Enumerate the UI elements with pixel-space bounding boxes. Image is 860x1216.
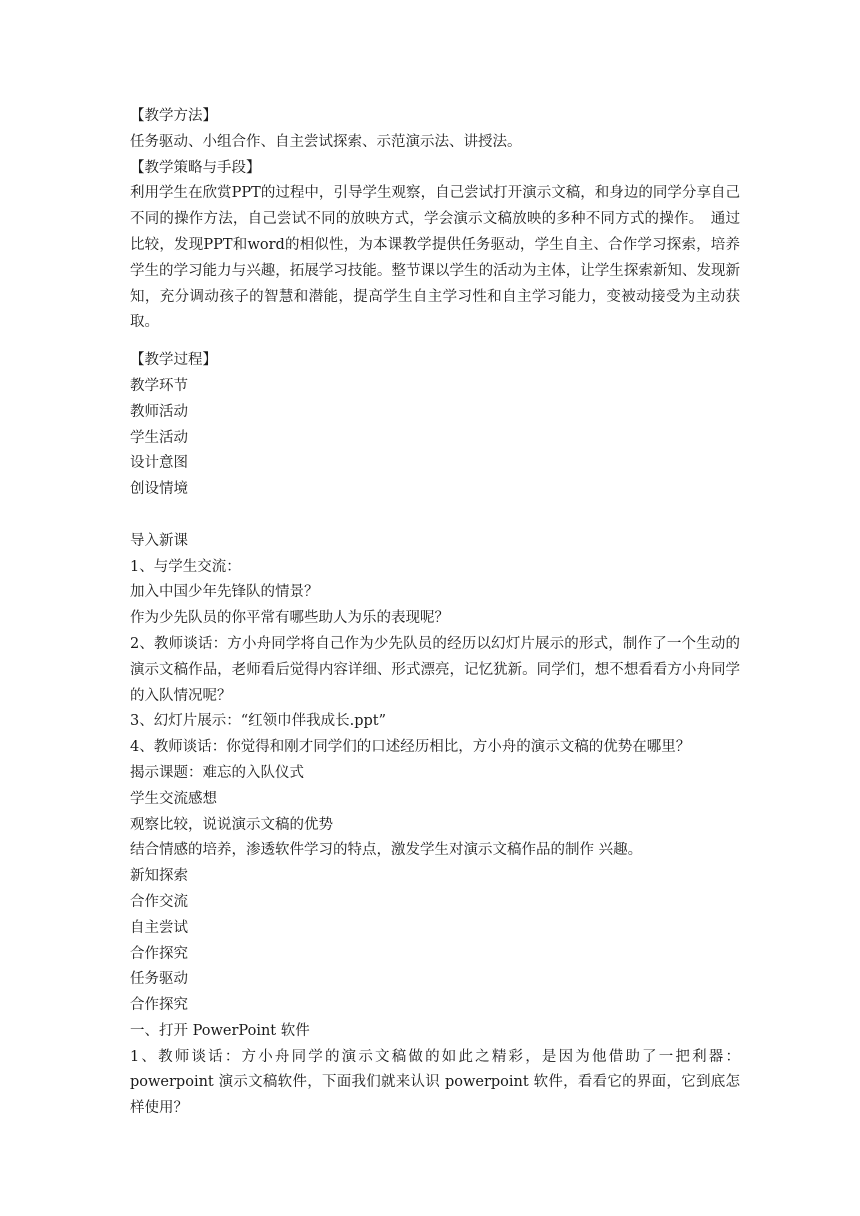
text-line: 学生交流感想 xyxy=(130,790,217,807)
strategy-text: 利用学生在欣赏PPT的过程中，引导学生观察，自己尝试打开演示文稿，和身边的同学分享自己不同的操作方法，自己尝试不同的放映方式，学会演示文稿放映的多种不同方式的操作。 通过比较，发现PPT和word的相似性，为本课教学提供任务驱动，学生自主、合作学习探索，培养学生的学习能力与兴趣，拓展学习技能。整节课以学生的活动为主体，让学生探索新知、发现新知，充分调动孩子的智慧和潜能，提高学生自主学习性和自主学习能力，变被动接受为主动获取。 xyxy=(130,185,740,331)
teacher-talk-2: 2、教师谈话：方小舟同学将自己作为少先队员的经历以幻灯片展示的形式，制作了一个生动的演示文稿作品，老师看后觉得内容详细、形式漂亮，记忆犹新。同学们，想不想看看方小舟同学的入队情况呢？ xyxy=(130,635,740,704)
text-line: 任务驱动 xyxy=(130,971,188,988)
text-line: 合作探究 xyxy=(130,997,188,1014)
document-body xyxy=(130,104,740,1122)
column-teacher: 教师活动 xyxy=(130,403,188,420)
text-line: 加入中国少年先锋队的情景？ xyxy=(130,584,319,601)
text-line: 结合情感的培养，渗透软件学习的特点，激发学生对演示文稿作品的制作 兴趣。 xyxy=(130,842,643,859)
process-heading: 【教学过程】 xyxy=(130,352,217,369)
strategy-heading: 【教学策略与手段】 xyxy=(130,159,261,176)
methods-heading: 【教学方法】 xyxy=(130,108,217,124)
text-line: 合作探究 xyxy=(130,945,188,962)
text-line: 新知探索 xyxy=(130,868,188,885)
text-line: 观察比较，说说演示文稿的优势 xyxy=(130,816,333,833)
text-line: 合作交流 xyxy=(130,893,188,910)
teacher-talk-final: 1、教师谈话：方小舟同学的演示文稿做的如此之精彩，是因为他借助了一把利器：powerpoint 演示文稿软件，下面我们就来认识 powerpoint 软件，看看它的界面，它到底怎样使用？ xyxy=(130,1048,740,1117)
text-line: 揭示课题：难忘的入队仪式 xyxy=(130,764,304,781)
text-line: 作为少先队员的你平常有哪些助人为乐的表现呢？ xyxy=(130,610,449,627)
column-intent: 设计意图 xyxy=(130,455,188,472)
column-stage: 教学环节 xyxy=(130,377,188,394)
text-line: 3、幻灯片展示：“红领巾伴我成长.ppt” xyxy=(130,713,387,730)
text-line: 4、教师谈话：你觉得和刚才同学们的口述经历相比，方小舟的演示文稿的优势在哪里？ xyxy=(130,739,691,756)
text-line: 一、打开 PowerPoint 软件 xyxy=(130,1022,310,1039)
stage-situation: 创设情境 xyxy=(130,481,188,498)
methods-text: 任务驱动、小组合作、自主尝试探索、示范演示法、讲授法。 xyxy=(130,133,522,150)
column-student: 学生活动 xyxy=(130,429,188,446)
text-line: 自主尝试 xyxy=(130,919,188,936)
text-line: 1、与学生交流： xyxy=(130,558,241,575)
stage-intro: 导入新课 xyxy=(130,532,188,549)
